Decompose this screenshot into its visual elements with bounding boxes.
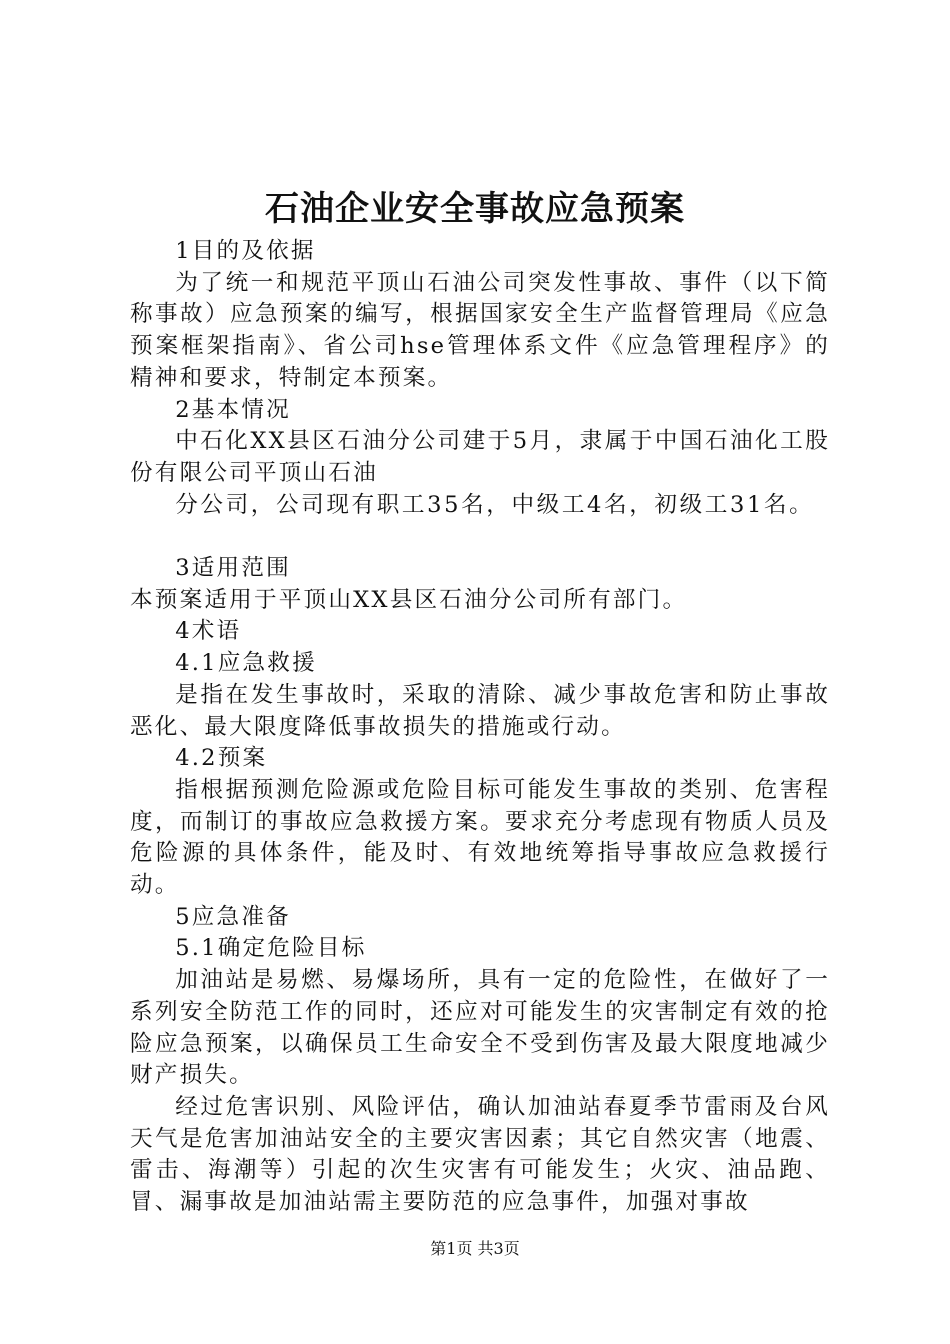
paragraph: 指根据预测危险源或危险目标可能发生事故的类别、危害程度，而制订的事故应急救援方案。要求充分考虑现有物质人员及危险源的具体条件，能及时、有效地统筹指导事故应急救援行动。	[130, 776, 830, 899]
paragraph: 加油站是易燃、易爆场所，具有一定的危险性，在做好了一系列安全防范工作的同时，还应对可能发生的灾害制定有效的抢险应急预案，以确保员工生命安全不受到伤害及最大限度地减少财产损失。	[130, 967, 830, 1089]
page-footer: 第1页 共3页	[430, 1239, 520, 1258]
paragraph: 经过危害识别、风险评估，确认加油站春夏季节雷雨及台风天气是危害加油站安全的主要灾害因素；其它自然灾害（地震、雷击、海潮等）引起的次生灾害有可能发生；火灾、油品跑、冒、漏事故是加油站需主要防范的应急事件，加强对事故	[130, 1093, 830, 1216]
document-body	[130, 236, 830, 1219]
section-heading: 2基本情况	[175, 396, 291, 423]
blank-line	[130, 521, 830, 553]
document-title: 石油企业安全事故应急预案	[265, 189, 685, 229]
subsection-heading: 4.1应急救援	[175, 650, 317, 677]
section-heading: 3适用范围	[175, 555, 291, 582]
section-heading: 1目的及依据	[175, 238, 316, 264]
paragraph: 中石化XX县区石油分公司建于5月，隶属于中国石油化工股份有限公司平顶山石油	[130, 428, 830, 486]
section-heading: 5应急准备	[175, 903, 291, 930]
subsection-heading: 5.1确定危险目标	[175, 935, 367, 962]
paragraph: 是指在发生事故时，采取的清除、减少事故危害和防止事故恶化、最大限度降低事故损失的措施或行动。	[130, 681, 830, 740]
subsection-heading: 4.2预案	[175, 745, 268, 772]
section-heading: 4术语	[175, 618, 242, 645]
paragraph: 为了统一和规范平顶山石油公司突发性事故、事件（以下简称事故）应急预案的编写，根据国家安全生产监督管理局《应急预案框架指南》、省公司hse管理体系文件《应急管理程序》的精神和要求，特制定本预案。	[130, 269, 830, 391]
paragraph: 本预案适用于平顶山XX县区石油分公司所有部门。	[130, 586, 688, 613]
paragraph: 分公司，公司现有职工35名，中级工4名，初级工31名。	[175, 491, 815, 518]
